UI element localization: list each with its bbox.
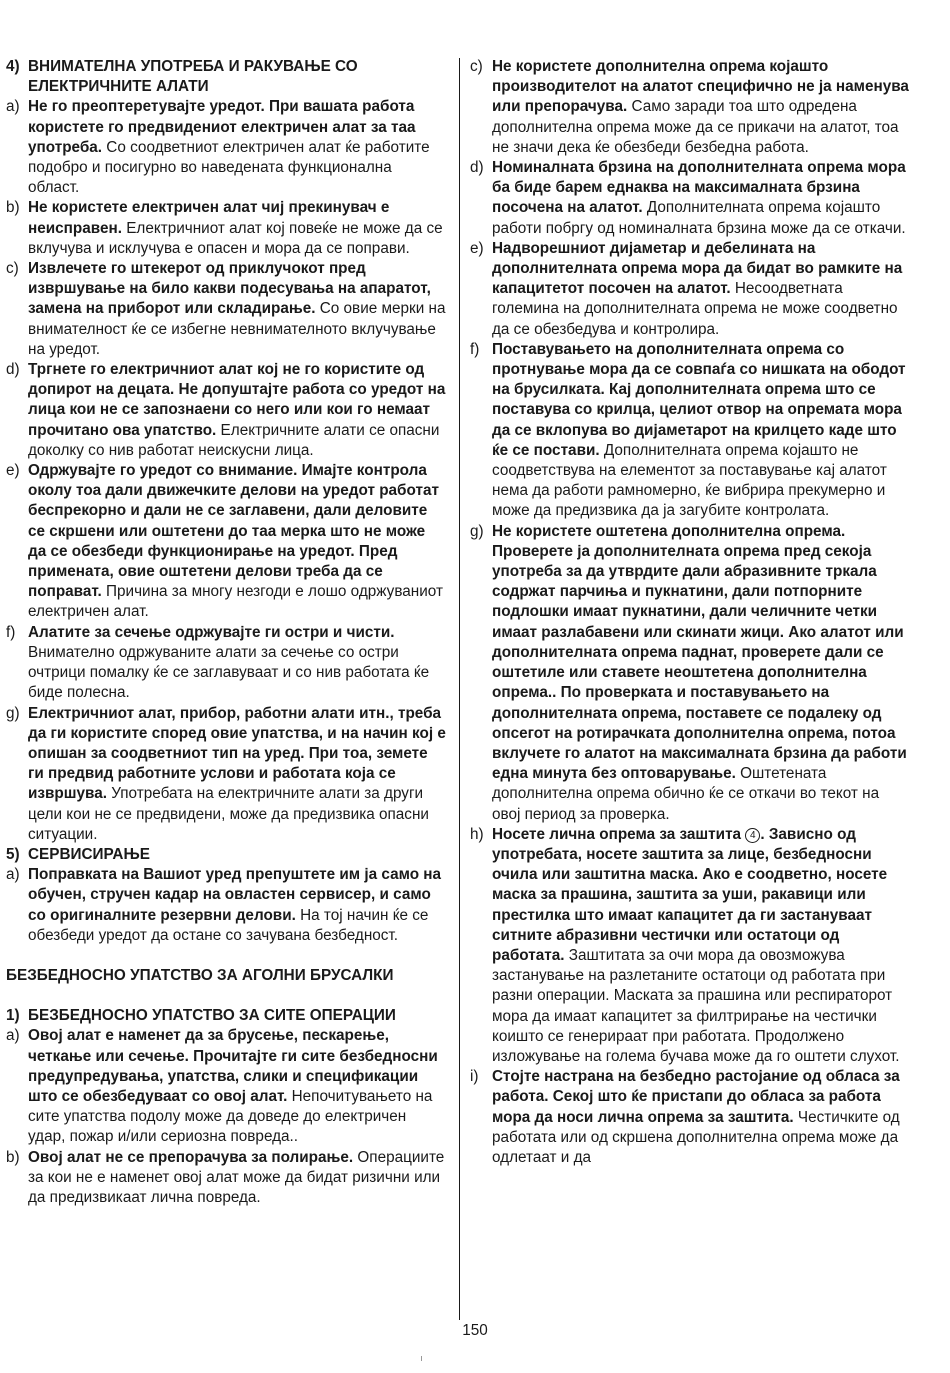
item-marker: b) xyxy=(6,199,20,217)
section-4-heading xyxy=(6,57,446,97)
section-title: ВНИМАТЕЛНА УПОТРЕБА И РАКУВАЊЕ СО ЕЛЕКТРИЧНИТЕ АЛАТИ xyxy=(28,58,358,96)
item-bold-text: Не користете оштетена дополнителна опрема. Проверете ја дополнителната опрема пред секоја употреба за да утврдите дали абразивните тркала содржат парчиња и пукнатини, дали потпорните подлошки имаат пукнатини, дали челичните четки имаат разлабавени или скинати жици. Ако алатот или дополнителната опрема паднат, проверете дали се оштетиле или ставете неоштетена дополнителна опрема.. По проверката и поставувањето на дополнителната опрема, поставете се подалеку од опсегот на ротирачката дополнителна опрема, потоа вклучете го алатот на максималната брзина да работи една минута без оптоварување. xyxy=(492,522,907,783)
section-1-list xyxy=(6,1026,446,1208)
item-bold-text: Поправката на Вашиот уред препуштете им ја само на обучен, стручен кадар на овластен сервисер, и само со оригиналните резервни делови. xyxy=(28,866,442,924)
list-item xyxy=(470,239,910,340)
item-text: Со овие мерки на внимателност ќе се избегне невнимателното вклучување на уредот. xyxy=(28,300,446,358)
item-text: Операциите за кои не е наменет овој алат може да бидат ризични или да предизвикаат лична повреда. xyxy=(28,1148,445,1206)
scan-mark xyxy=(421,1356,422,1361)
item-bold-text: Алатите за сечење одржувајте ги остри и чисти. xyxy=(28,623,395,641)
item-text: Дополнителната опрема којашто не соодветствува на елементот за поставување кај алатот нема да работи рамномерно, ќе вибрира прекумерно и може да предизвика да ја загубите контролата. xyxy=(492,441,887,520)
item-marker: a) xyxy=(6,866,20,884)
section-5-heading xyxy=(6,845,446,865)
circled-number-icon: 4 xyxy=(745,828,760,843)
item-bold-text: Поставувањето на дополнителната опрема со протнување мора да се совпаѓа со нишката на ободот на брусилката. Кај дополнителната опрема што се поставува со крилца, целиот отвор на опремата мора да се вклопува во дијаметарот на крилцето каде што ќе се постави. xyxy=(492,340,906,459)
list-item xyxy=(6,198,446,259)
item-marker: e) xyxy=(470,239,484,257)
item-marker: f) xyxy=(470,340,480,358)
item-marker: c) xyxy=(470,58,483,75)
item-marker: f) xyxy=(6,623,16,641)
item-marker: d) xyxy=(470,159,484,177)
section-number: 5) xyxy=(6,845,20,863)
item-marker: b) xyxy=(6,1148,20,1166)
item-bold-text: Не користете електричен алат чиј прекинувач е неисправен. xyxy=(28,199,390,237)
item-marker: c) xyxy=(6,260,19,278)
item-text: Електричниот алат кој повеќе не може да се вклучува и исклучува е опасен и мора да се поправи. xyxy=(28,219,443,257)
safety-instructions-title: БЕЗБЕДНОСНО УПАТСТВО ЗА АГОЛНИ БРУСАЛКИ xyxy=(6,966,394,984)
list-item xyxy=(6,461,446,623)
list-item xyxy=(6,623,446,704)
list-item xyxy=(6,1148,446,1209)
item-marker: a) xyxy=(6,1027,20,1045)
item-bold-text: Овој алат е наменет да за брусење, пескарење, четкање или сечење. Прочитајте ги сите безбедносни предупредувања, упатства, слики и спецификации што се обезбедуваат со овој алат. xyxy=(28,1027,438,1105)
column-divider xyxy=(459,58,460,1320)
item-marker: g) xyxy=(6,704,20,722)
item-bold-text: Надворешниот дијаметар и дебелината на дополнителната опрема мора да бидат во рамките на капацитетот посочен на алатот. xyxy=(492,239,903,298)
list-item xyxy=(470,522,910,825)
item-text: Внимателно одржуваните алати за сечење со остри очтрици помалку ќе се заглавуваат и со нив работата ќе биде полесна. xyxy=(28,643,430,702)
item-marker: i) xyxy=(470,1068,479,1086)
item-bold-text: Извлечете го штекерот од приклучокот пред извршување на било какви подесувања на апаратот, замена на приборот или складирање. xyxy=(28,260,431,318)
item-bold-text: Стојте настрана на безбедно растојание од обласа за работа. Секој што ќе пристапи до обласа за работа мора да носи лична опрема за заштита. xyxy=(492,1068,900,1126)
item-text: Дополнителната опрема којашто работи побргу од номиналната брзина може да се откачи. xyxy=(492,199,906,237)
item-bold-text: Електричниот алат, прибор, работни алати итн., треба да ги користите според овие упатства, и на начин кој е опишан за соодветниот тип на уред. При тоа, земете ги предвид работните услови и работата која се извршува. xyxy=(28,704,446,803)
item-text: Несоодветната големина на дополнителната опрема не може соодветно да се обезбедува и контролира. xyxy=(492,280,898,338)
list-item xyxy=(6,360,446,461)
item-bold-text: Носете лична опрема за заштита xyxy=(492,825,746,843)
item-marker: e) xyxy=(6,462,20,480)
item-text: Заштитата за очи мора да овозможува застанување на разлетаните остатоци од работата при разни операции. Маската за прашина или респираторот мора да имаат капацитет за филтрирање на честички коишто се генерираат при работата. Продолжено изложување на голема бучава може да го оштети слухот. xyxy=(492,946,900,1065)
right-list xyxy=(470,57,910,825)
section-title: БЕЗБЕДНОСНО УПАТСТВО ЗА СИТЕ ОПЕРАЦИИ xyxy=(28,1007,396,1025)
section-4-list xyxy=(6,97,446,845)
item-text: Електричните алати се опасни доколку со нив работат неискусни лица. xyxy=(28,421,440,459)
list-item xyxy=(470,158,910,239)
list-item xyxy=(6,259,446,360)
item-text: Честичките од работата или од скршена дополнителна опрема може да одлетаат и да xyxy=(492,1108,900,1166)
item-text: На тој начин ќе се обезбеди уредот да остане со зачувана безбедност. xyxy=(28,906,429,944)
right-column xyxy=(470,57,910,1168)
list-item-i xyxy=(470,1067,910,1168)
item-marker: g) xyxy=(470,522,484,540)
list-item xyxy=(6,704,446,845)
page-number: 150 xyxy=(462,1322,488,1339)
item-bold-text: Тргнете го електричниот алат кој не го користите од допирот на децата. Не допуштајте работа со уредот на лица кои не се запознаени со него или кои го немаат прочитано ова упатство. xyxy=(28,361,446,439)
list-item xyxy=(6,97,446,198)
item-marker: a) xyxy=(6,98,20,116)
item-text: Употребата на електричните алати за други цели кои не се предвидени, може да предизвика опасни ситуации. xyxy=(28,785,429,843)
list-item-h xyxy=(470,825,910,1067)
section-number: 1) xyxy=(6,1007,20,1025)
item-marker: h) xyxy=(470,825,484,843)
item-bold-text: Овој алат не се препорачува за полирање. xyxy=(28,1148,354,1166)
item-bold-text: Одржувајте го уредот со внимание. Имајте контрола околу тоа дали движечките делови на уредот работат беспрекорно и дали не се заглавени, дали деловите се скршени или оштетени до таа мерка што не може да се обезбеди функционирање на уредот. Пред примената, овие оштетени делови треба да се поправат. xyxy=(28,462,439,601)
section-1-heading xyxy=(6,1006,446,1026)
list-item xyxy=(6,865,446,946)
section-title: СЕРВИСИРАЊЕ xyxy=(28,845,150,863)
section-number: 4) xyxy=(6,58,20,75)
item-text: Само заради тоа што одредена дополнителна опрема може да се прикачи на алатот, тоа не значи дека ќе обезбеди безбедна работа. xyxy=(492,98,899,156)
item-text: Непочитувањето на сите упатства подолу може да доведе до електричен удар, пожар и/или сериозна повреда.. xyxy=(28,1087,433,1146)
left-column xyxy=(6,57,446,1208)
item-bold-text: . Зависно од употребата, носете заштита за лице, безбедносни очила или заштитна маска. Ако е соодветно, носете маска за прашина, заштита за уши, ракавици или престилка што имаат капацитет да ги застануваат ситните абразивни честички или остатоци од работата. xyxy=(492,825,888,964)
list-item xyxy=(470,57,910,158)
item-text: Оштетената дополнителна опрема обично ќе се откачи во текот на овој период за проверка. xyxy=(492,765,880,823)
item-text: Со соодветниот електричен алат ќе работите подобро и посигурно во наведената функционална област. xyxy=(28,138,430,197)
item-bold-text: Номиналната брзина на дополнителната опрема мора ба биде барем еднаква на максималната брзина посочена на алатот. xyxy=(492,159,906,217)
list-item xyxy=(470,340,910,522)
item-text: Причина за многу незгоди е лошо одржуваниот електричен алат. xyxy=(28,583,443,621)
item-bold-text: Не го преоптеретувајте уредот. При вашата работа користете го предвидениот електричен алат за таа употреба. xyxy=(28,98,416,156)
list-item xyxy=(6,1026,446,1147)
item-bold-text: Не користете дополнителна опрема којашто производителот на алатот специфично не ја наменува или препорачува. xyxy=(492,58,909,116)
item-marker: d) xyxy=(6,361,20,379)
section-5-list xyxy=(6,865,446,946)
